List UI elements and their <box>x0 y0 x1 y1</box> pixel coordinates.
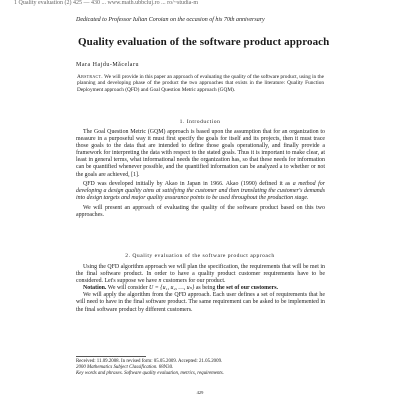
msc-label: 2000 Mathematics Subject Classification. <box>76 364 158 370</box>
paragraph-text: customers for our product. <box>162 278 226 285</box>
section-heading-introduction: 1. Introduction <box>179 119 221 125</box>
notation-label: Notation. <box>83 285 107 292</box>
paragraph: We will apply the algorithm from the QFD approach. Each user defines a set of requirements that he will need to have in the final software product. The same requirement can be asked to be implemented in the final software product by different customers. <box>76 292 325 313</box>
math-expression: U = {u₁, u₂, …, uₙ} <box>149 285 195 292</box>
abstract-text: We will provide in this paper an approach of evaluating the quality of the software product, using in the planning and developing phase of the product the two approaches that exists in the literature: Quality Function Deployment approach (QFD) and Goal Question Metric approach (GQM). <box>77 74 325 93</box>
keywords-value: Software quality evaluation, metrics, requirements. <box>124 370 224 376</box>
footnotes <box>76 359 336 376</box>
paragraph <box>76 181 325 202</box>
section-heading-quality-evaluation: 2. Quality evaluation of the software product approach <box>125 253 275 259</box>
defined-term: the set of our customers. <box>216 285 279 292</box>
running-header: 1 Quality evaluation (2) 425 — 430 ... www.math.ubbcluj.ro ... ro/~studia-m <box>14 0 198 6</box>
abstract-label: Abstract. <box>77 74 103 80</box>
keywords <box>76 371 336 377</box>
paragraph-text: We will consider <box>107 285 148 292</box>
paragraph <box>76 264 325 285</box>
qfd-definition-quote: a method for developing a design quality aims at satisfying the customer and then translating the customer's demands into design targets and major quality assurance points to be used throughout the production stage. <box>76 181 325 202</box>
section-quality-evaluation-body <box>76 264 325 314</box>
paragraph: The Goal Question Metric (GQM) approach is based upon the assumption that for an organization to measure in a purposeful way it must first specify the goals for itself and its projects, then it must trace those goals to the data that are intended to define those goals operationally, and finally provide a framework for interpreting the data with respect to the stated goals. Thus it is important to make clear, at least in general terms, what informational needs the organization has, so that these needs for information can be quantified whenever possible, and the quantified information can be analyzed a to whether or not the goals are achieved, [1]. <box>76 129 325 178</box>
keywords-label: Key words and phrases. <box>76 370 123 376</box>
math-variable: n <box>158 278 162 285</box>
section-introduction-body <box>76 129 325 219</box>
paragraph-text: Using the QFD algorithm approach we will plan the specification, the requirements that will be met in the final software product. In order to have a quality product customer requirements have to be considered. Let's suppose we have <box>76 264 325 285</box>
author-name: Mara Hajdu-Măcelaru <box>76 62 139 68</box>
paragraph: We will present an approach of evaluating the quality of the software product based on this two approaches. <box>76 204 325 219</box>
footnote-divider <box>76 356 146 357</box>
msc-value: 68N30. <box>158 364 174 370</box>
received-dates: Received: 11.09.2008. In revised form: 05.05.2009. Accepted: 21.05.2009. <box>76 359 223 364</box>
paragraph-text: as being <box>195 285 216 292</box>
paragraph-text: QFD was developed initially by Akao in Japan in 1966. Akao (1990) defined it as <box>83 181 291 188</box>
page-number: 429 <box>196 390 204 395</box>
paper-title: Quality evaluation of the software product approach <box>78 36 330 48</box>
abstract <box>77 74 324 93</box>
dedication: Dedicated to Professor Iulian Coroian on the occasion of his 70th anniversary <box>76 17 265 23</box>
